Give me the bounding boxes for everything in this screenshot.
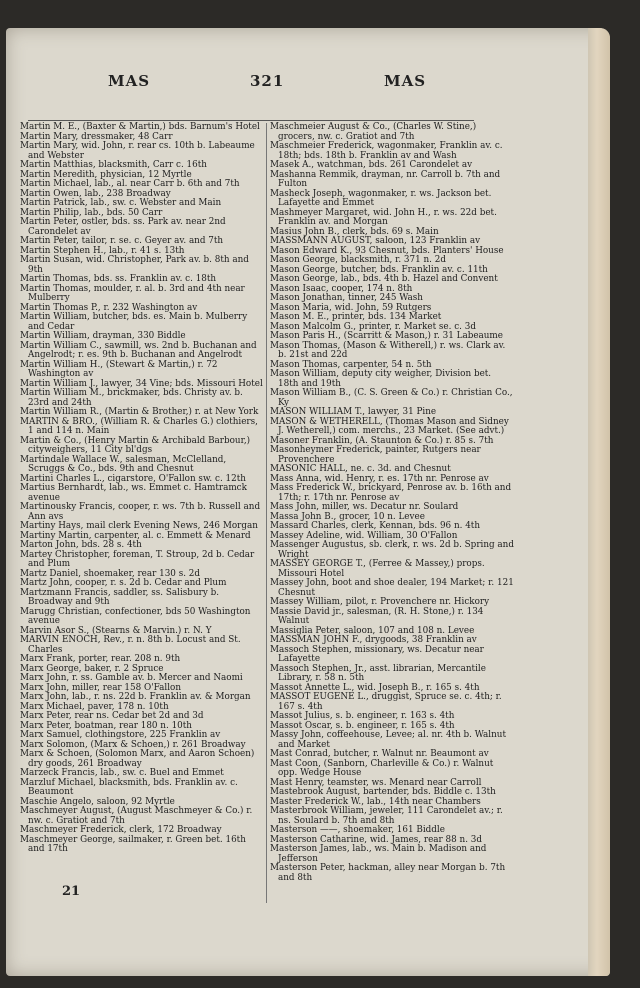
directory-entry: Mason M. E., printer, bds. 134 Market [270,312,442,322]
directory-entry: Marx Samuel, clothingstore, 225 Franklin av [20,730,221,740]
directory-entry: Marx Michael, paver, 178 n. 10th [20,701,169,712]
directory-entry: Martin Mary, wid. John, r. rear cs. 10th b. Labeaume and Webster [20,141,255,161]
directory-entry: Masius John B., clerk, bds. 69 s. Main [270,226,439,237]
directory-entry: Martin Matthias, blacksmith, Carr c. 16th [20,160,207,170]
directory-entry: Martin Peter, ostler, bds. ss. Park av. near 2nd Carondelet av [20,217,226,237]
directory-entry: MARTIN & BRO., (William R. & Charles G.) clothiers, 1 and 114 n. Main [20,416,258,436]
left-column [20,123,264,855]
directory-entry: Martin Meredith, physician, 12 Myrtle [20,169,192,180]
directory-entry: Marugg Christian, confectioner, bds 50 Washington avenue [20,606,251,626]
directory-entry: Mason Thomas, carpenter, 54 n. 5th [270,359,432,370]
directory-entry: Marx John, r. ss. Gamble av. b. Mercer and Naomi [20,673,243,683]
directory-entry: Martey Christopher, foreman, T. Stroup, 2d b. Cedar and Plum [20,549,255,569]
directory-entry: MASSMAN JOHN F., drygoods, 38 Franklin av [270,635,477,645]
directory-entry: Mason Malcolm G., printer, r. Market se. c. 3d [270,321,476,332]
signature-mark: 21 [62,884,81,899]
directory-entry: Mashmeyer Margaret, wid. John H., r. ws. 22d bet. Franklin av. and Morgan [270,207,497,227]
directory-entry: Martin Stephen H., lab., r. 41 s. 13th [20,245,185,256]
directory-entry: Maschmeyer Frederick, clerk, 172 Broadway [20,825,222,835]
directory-entry: MASONIC HALL, ne. c. 3d. and Chesnut [270,464,451,474]
directory-entry: Mason William, deputy city weigher, Division bet. 18th and 19th [270,369,492,389]
directory-entry: Mass Anna, wid. Henry, r. es. 17th nr. Penrose av [270,473,489,484]
directory-entry: MASON & WETHERELL, (Thomas Mason and Sidney J. Wetherell,) com. merchs., 23 Market. (See advt.) [270,416,509,436]
directory-entry: Masterson Catharine, wid. James, rear 88 n. 3d [270,834,483,845]
directory-entry: Massey Adeline, wid. William, 30 O'Fallon [270,530,458,541]
directory-entry: Massot Julius, s. b. engineer, r. 163 s. 4th [270,711,455,721]
directory-entry: Martin Thomas, bds. ss. Franklin av. c. 18th [20,274,217,284]
directory-entry: Martz John, cooper, r. s. 2d b. Cedar and Plum [20,578,227,588]
directory-entry: Massoch Stephen, Jr., asst. librarian, Mercantile Library, r. 58 n. 5th [270,663,486,683]
directory-entry: Mashanna Remmik, drayman, nr. Carroll b. 7th and Fulton [270,169,501,189]
directory-entry: Martius Bernhardt, lab., ws. Emmet c. Hamtramck avenue [20,483,247,503]
directory-entry: Martiny Hays, mail clerk Evening News, 246 Morgan [20,521,258,531]
directory-entry: Marx John, miller, rear 158 O'Fallon [20,682,181,693]
directory-entry: Mass John, miller, ws. Decatur nr. Soulard [270,502,459,512]
directory-entry: Masoner Franklin, (A. Staunton & Co.) r. 85 s. 7th [270,435,494,446]
directory-entry: Masonheymer Frederick, painter, Rutgers near Provenchere [270,445,481,465]
directory-entry: Martz Daniel, shoemaker, rear 130 s. 2d [20,568,201,579]
directory-entry: Mason Maria, wid. John, 59 Rutgers [270,302,432,313]
directory-columns [20,123,562,903]
directory-entry: Marx Solomon, (Marx & Schoen,) r. 261 Broadway [20,739,246,750]
directory-entry: Marx Frank, porter, rear. 208 n. 9th [20,654,181,664]
directory-entry: Massenger Augustus, sb. clerk, r. ws. 2d b. Spring and Wright [270,540,514,560]
directory-entry: Massard Charles, clerk, Kennan, bds. 96 n. 4th [270,521,480,531]
directory-entry: Martindale Wallace W., salesman, McClelland, Scruggs & Co., bds. 9th and Chesnut [20,454,227,474]
directory-entry: Mason Edward K., 93 Chesnut, bds. Planters' House [270,245,504,256]
directory-entry: Mason George, butcher, bds. Franklin av. c. 11th [270,264,488,275]
directory-entry: Mason George, lab., bds. 4th b. Hazel and Convent [270,274,498,284]
header-right-guide: MAS [384,72,427,90]
directory-entry: Martin William, butcher, bds. es. Main b. Mulberry and Cedar [20,312,248,332]
directory-entry: Maschmeier August & Co., (Charles W. Stine,) grocers, nw. c. Gratiot and 7th [270,122,477,142]
directory-entry: Martzmann Francis, saddler, ss. Salisbury b. Broadway and 9th [20,587,220,607]
directory-entry: Martin Philip, lab., bds. 50 Carr [20,207,163,218]
directory-entry: Massa John B., grocer, 10 n. Levee [270,511,425,522]
column-divider [266,123,267,903]
directory-entry: Masterbrook William, jeweler, 111 Carondelet av.; r. ns. Soulard b. 7th and 8th [270,806,503,826]
directory-entry: Martin William, drayman, 330 Biddle [20,331,186,341]
directory-entry: Mastebrook August, bartender, bds. Biddle c. 13th [270,787,496,797]
directory-entry: Massoch Stephen, missionary, ws. Decatur near Lafayette [270,644,484,664]
directory-entry: MASSOT EUGENE L., druggist, Spruce se. c. 4th; r. 167 s. 4th [270,692,502,712]
directory-page [6,28,610,976]
directory-entry: Martin M. E., (Baxter & Martin,) bds. Barnum's Hotel [20,122,260,132]
directory-entry: Massiglia Peter, saloon, 107 and 108 n. Levee [270,625,475,636]
directory-entry: Martin William C., sawmill, ws. 2nd b. Buchanan and Angelrodt; r. es. 9th b. Buchanan and Angelrodt [20,340,257,360]
directory-entry: Martiny Martin, carpenter, al. c. Emmett & Menard [20,530,251,541]
directory-entry: Masterson Peter, hackman, alley near Morgan b. 7th and 8th [270,863,506,883]
directory-entry: MASSEY GEORGE T., (Ferree & Massey,) props. Missouri Hotel [270,559,485,579]
header-rule [28,120,474,121]
directory-entry: Masterson James, lab., ws. Main b. Madison and Jefferson [270,844,487,864]
directory-entry: Marx Peter, boatman, rear 180 n. 10th [20,720,192,731]
directory-entry: Master Frederick W., lab., 14th near Chambers [270,796,481,807]
directory-entry: Martini Charles L., cigarstore, O'Fallon sw. c. 12th [20,473,246,484]
page-edge [588,28,610,976]
directory-entry: Martin William M., brickmaker, bds. Christy av. b. 23rd and 24th [20,388,243,408]
directory-entry: Martin Thomas, moulder, r. al. b. 3rd and 4th near Mulberry [20,283,245,303]
directory-entry: Marton John, bds. 28 s. 4th [20,540,142,550]
directory-entry: Maschmeyer August, (August Maschmeyer & Co.) r. nw. c. Gratiot and 7th [20,806,253,826]
directory-entry: Mason Jonathan, tinner, 245 Wash [270,293,423,303]
directory-entry: Maschmeier Frederick, wagonmaker, Franklin av. c. 18th; bds. 18th b. Franklin av and Wash [270,141,503,161]
directory-entry: MASON WILLIAM T., lawyer, 31 Pine [270,407,437,417]
right-column [270,123,514,883]
directory-entry: Massot Oscar, s. b. engineer, r. 165 s. 4th [270,720,455,731]
directory-entry: Martin Peter, tailor, r. se. c. Geyer av. and 7th [20,236,224,246]
directory-entry: Marvin Asor S., (Stearns & Marvin.) r. N. Y [20,625,212,636]
directory-entry: Massey John, boot and shoe dealer, 194 Market; r. 121 Chesnut [270,578,514,598]
directory-entry: Marx George, baker, r. 2 Spruce [20,663,164,674]
directory-entry: MARVIN ENOCH, Rev., r. n. 8th b. Locust and St. Charles [20,635,241,655]
directory-entry: Massy John, coffeehouse, Levee; al. nr. 4th b. Walnut and Market [270,730,506,750]
directory-entry: Mast Henry, teamster, ws. Menard near Carroll [270,777,482,788]
directory-entry: Mass Frederick W., brickyard, Penrose av. b. 16th and 17th; r. 17th nr. Penrose av [270,483,512,503]
directory-entry: Massot Annette L., wid. Joseph B., r. 165 s. 4th [270,682,480,693]
directory-entry: Marx Peter, rear ns. Cedar bet 2d and 3d [20,711,204,721]
directory-entry: Martinousky Francis, cooper, r. ws. 7th b. Russell and Ann avs [20,502,261,522]
directory-entry: Mason Isaac, cooper, 174 n. 8th [270,283,413,294]
directory-entry: Martin Susan, wid. Christopher, Park av. b. 8th and 9th [20,255,249,275]
header-left-guide: MAS [108,72,151,90]
directory-entry: Martin Owen, lab., 238 Broadway [20,188,171,199]
directory-entry: Marx & Schoen, (Solomon Marx, and Aaron Schoen) dry goods, 261 Broadway [20,749,255,769]
directory-entry: Maschmeyer George, sailmaker, r. Green bet. 16th and 17th [20,834,246,854]
directory-entry: Martin Mary, dressmaker, 48 Carr [20,131,173,142]
directory-entry: Marx John, lab., r. ns. 22d b. Franklin av. & Morgan [20,692,251,702]
directory-entry: Masek A., watchman, bds. 261 Carondelet av [270,160,473,170]
directory-entry: Maschie Angelo, saloon, 92 Myrtle [20,796,175,807]
directory-entry: MASSMANN AUGUST, saloon, 123 Franklin av [270,236,481,246]
page-number: 321 [250,72,285,90]
directory-entry: Mason George, blacksmith, r. 371 n. 2d [270,255,447,265]
directory-entry: Martin & Co., (Henry Martin & Archibald Barbour,) cityweighers, 11 City bl'dgs [20,435,251,455]
directory-entry: Martin William J., lawyer, 34 Vine; bds. Missouri Hotel [20,378,263,389]
directory-entry: Martin William R., (Martin & Brother,) r. at New York [20,407,259,417]
directory-entry: Mast Coon, (Sanborn, Charleville & Co.) r. Walnut opp. Wedge House [270,758,494,778]
directory-entry: Martin William H., (Stewart & Martin,) r. 72 Washington av [20,359,218,379]
directory-entry: Mason William B., (C. S. Green & Co.) r. Christian Co., Ky [270,388,513,408]
directory-entry: Massie David jr., salesman, (R. H. Stone,) r. 134 Walnut [270,606,484,626]
directory-entry: Marzluf Michael, blacksmith, bds. Franklin av. c. Beaumont [20,777,238,797]
directory-entry: Mason Thomas, (Mason & Witherell,) r. ws. Clark av. b. 21st and 22d [270,340,506,360]
directory-entry: Mast Conrad, butcher, r. Walnut nr. Beaumont av [270,749,489,759]
directory-entry: Marzeck Francis, lab., sw. c. Buel and Emmet [20,768,224,778]
running-header [26,72,586,96]
directory-entry: Martin Patrick, lab., sw. c. Webster and Main [20,198,222,208]
directory-entry: Mason Paris H., (Scarritt & Mason,) r. 31 Labeaume [270,331,503,341]
directory-entry: Martin Thomas P., r. 232 Washington av [20,302,198,313]
directory-entry: Martin Michael, lab., al. near Carr b. 6th and 7th [20,179,240,189]
directory-entry: Masterson ——, shoemaker, 161 Biddle [270,825,445,835]
directory-entry: Massey William, pilot, r. Provenchere nr. Hickory [270,597,490,607]
directory-entry: Masheck Joseph, wagonmaker, r. ws. Jackson bet. Lafayette and Emmet [270,188,492,208]
